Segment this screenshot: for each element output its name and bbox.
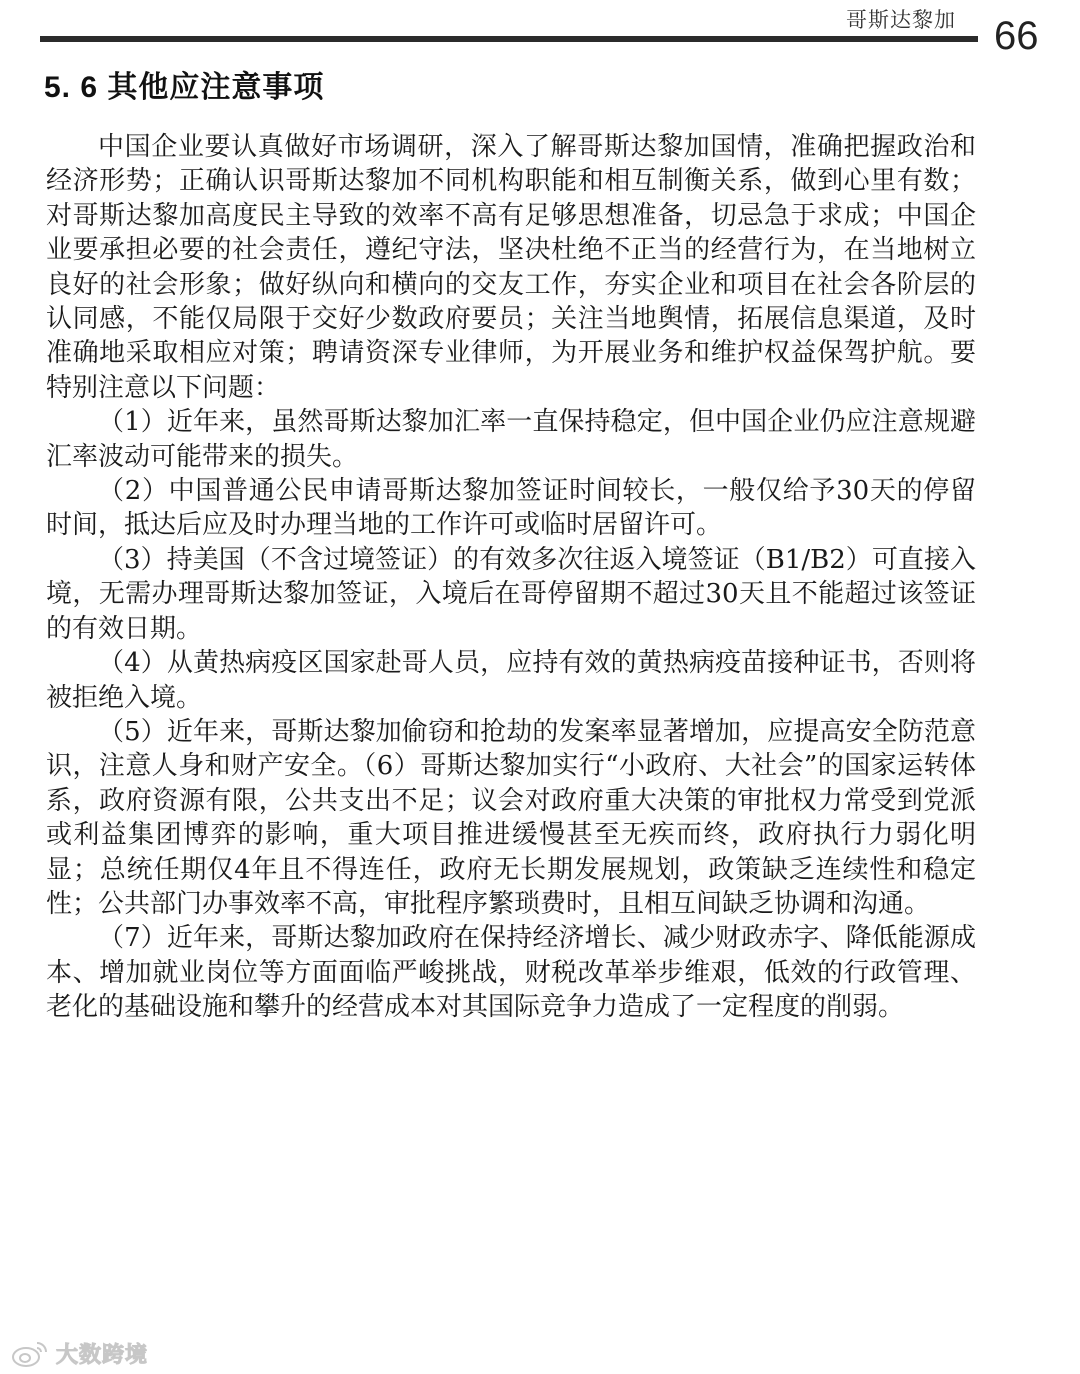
paragraph-intro: 中国企业要认真做好市场调研，深入了解哥斯达黎加国情，准确把握政治和经济形势；正确认识哥斯达黎加不同机构职能和相互制衡关系，做到心里有数；对哥斯达黎加高度民主导致的效率不高有足够思想准备，切忌急于求成；中国企业要承担必要的社会责任，遵纪守法，坚决杜绝不正当的经营行为，在当地树立良好的社会形象；做好纵向和横向的交友工作，夯实企业和项目在社会各阶层的认同感，不能仅局限于交好少数政府要员；关注当地舆情，拓展信息渠道，及时准确地采取相应对策；聘请资深专业律师，为开展业务和维护权益保驾护航。要特别注意以下问题：	[46, 132, 976, 403]
paragraph-item-1: （1）近年来，虽然哥斯达黎加汇率一直保持稳定，但中国企业仍应注意规避汇率波动可能带来的损失。	[46, 407, 976, 472]
body-text	[46, 130, 976, 1025]
paragraph-item-2: （2）中国普通公民申请哥斯达黎加签证时间较长，一般仅给予30天的停留时间，抵达后应及时办理当地的工作许可或临时居留许可。	[46, 476, 976, 541]
page-number: 66	[994, 14, 1039, 58]
paragraph-item-4: （4）从黄热病疫区国家赴哥人员，应持有效的黄热病疫苗接种证书，否则将被拒绝入境。	[46, 648, 976, 713]
paragraph-item-3: （3）持美国（不含过境签证）的有效多次往返入境签证（B1/B2）可直接入境，无需办理哥斯达黎加签证，入境后在哥停留期不超过30天且不能超过该签证的有效日期。	[46, 544, 976, 644]
section-title: 5. 6 其他应注意事项	[44, 71, 325, 104]
header-rule	[40, 36, 978, 42]
weibo-logo-icon	[10, 1339, 50, 1369]
paragraph-item-5-6: （5）近年来，哥斯达黎加偷窃和抢劫的发案率显著增加，应提高安全防范意识，注意人身和财产安全。（6）哥斯达黎加实行“小政府、大社会”的国家运转体系，政府资源有限，公共支出不足；议会对政府重大决策的审批权力常受到党派或利益集团博弈的影响，重大项目推进缓慢甚至无疾而终，政府执行力弱化明显；总统任期仅4年且不得连任，政府无长期发展规划，政策缺乏连续性和稳定性；公共部门办事效率不高，审批程序繁琐费时，且相互间缺乏协调和沟通。	[46, 716, 976, 919]
watermark-text: 大数跨境	[56, 1343, 149, 1368]
running-header-title: 哥斯达黎加	[846, 9, 956, 32]
paragraph-item-7: （7）近年来，哥斯达黎加政府在保持经济增长、减少财政赤字、降低能源成本、增加就业岗位等方面面临严峻挑战，财税改革举步维艰，低效的行政管理、老化的基础设施和攀升的经营成本对其国际竞争力造成了一定程度的削弱。	[46, 923, 976, 1023]
watermark	[10, 1338, 148, 1369]
